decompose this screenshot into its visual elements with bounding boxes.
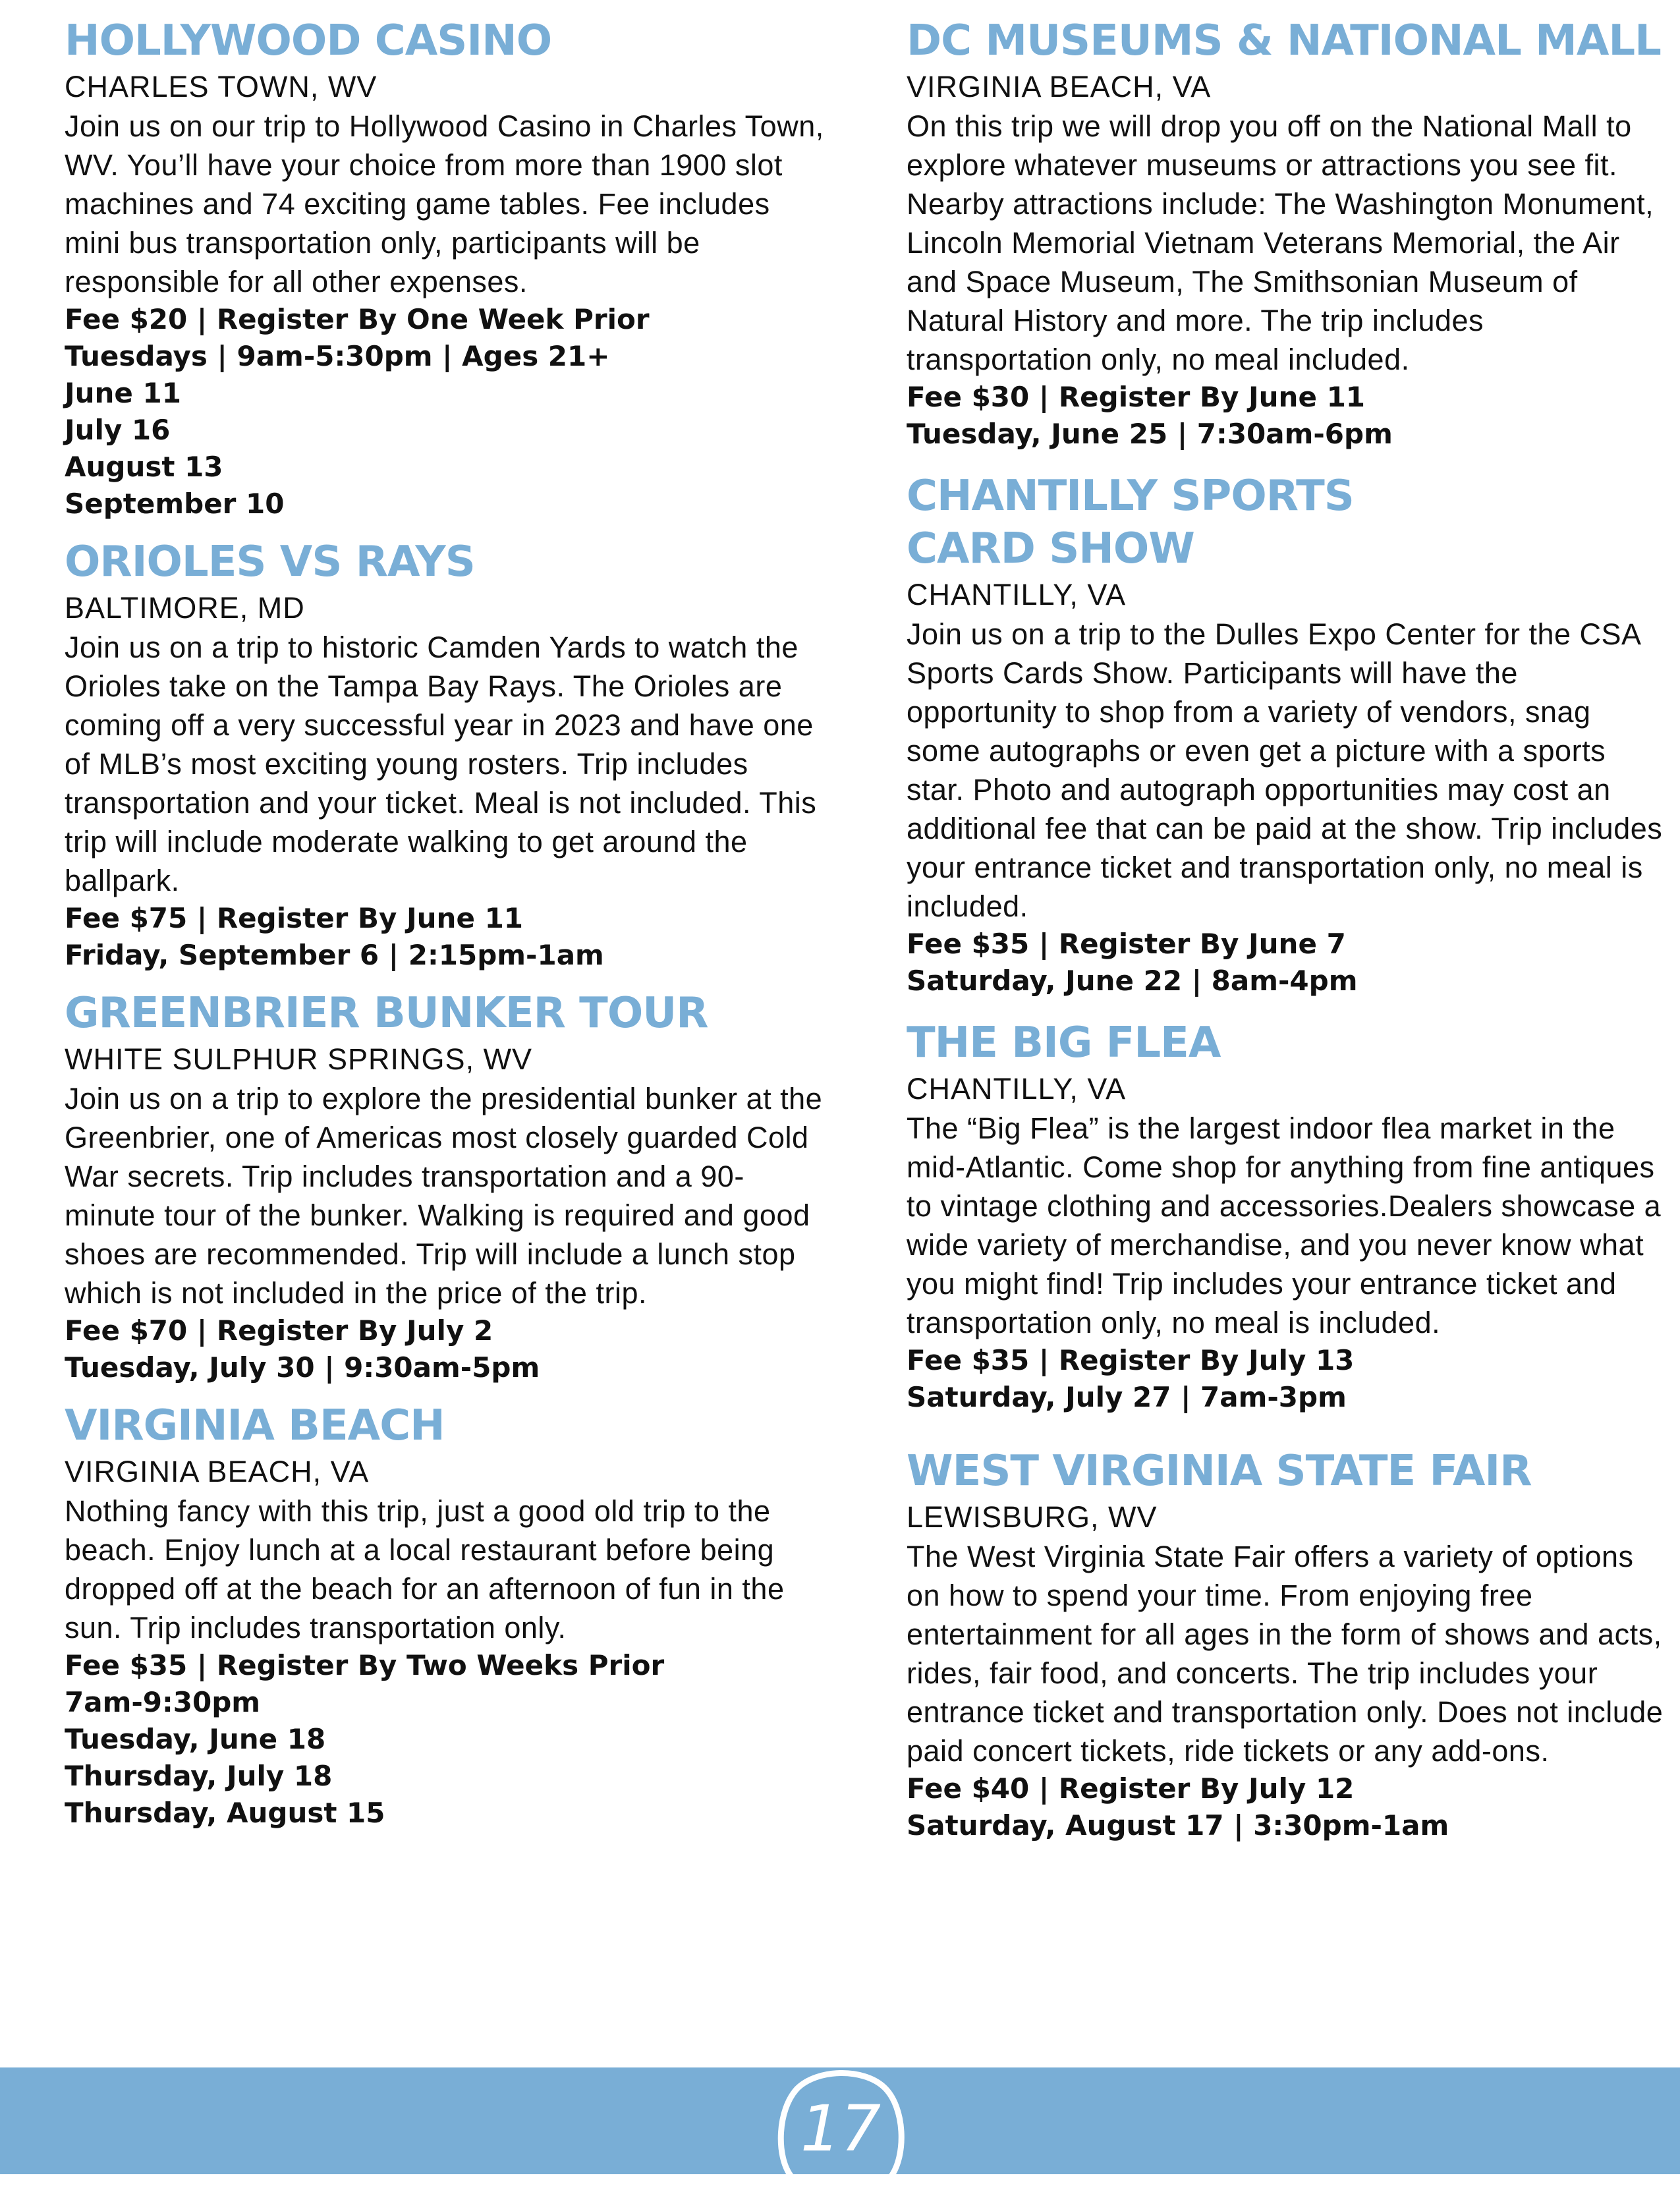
trip-fee-registration: Fee $75 | Register By June 11 [65, 902, 524, 934]
trip-schedule: Saturday, July 27 | 7am-3pm [907, 1381, 1347, 1413]
trip-fee-registration: Fee $35 | Register By Two Weeks Prior [65, 1649, 665, 1681]
right-column [907, 14, 1664, 1844]
trip-title: ORIOLES VS RAYS [65, 538, 475, 586]
trip-fee-registration: Fee $20 | Register By One Week Prior [65, 303, 650, 335]
trip-description: Join us on a trip to historic Camden Yards to watch the Orioles take on the Tampa Bay Rays. The Orioles are coming off a very successful year in 2023 and have one of MLB’s most exciting young rosters. Trip includes transportation and your ticket. Meal is not included. This trip will include moderate walking to get around the ballpark. [65, 631, 817, 897]
trip-date: Tuesday, June 18 [65, 1723, 326, 1755]
trip-location: CHARLES TOWN, WV [65, 70, 378, 103]
page-number-circle-icon [764, 2057, 917, 2189]
trip-greenbrier-bunker-tour [65, 987, 829, 1386]
trip-date: June 11 [65, 377, 181, 409]
trip-description: On this trip we will drop you off on the National Mall to explore whatever museums or attractions you see fit. Nearby attractions include: The Washington Monument, Lincoln Memorial Vietnam Veterans Memorial, the Air and Space Museum, The Smithsonian Museum of Natural History and more. The trip includes transportation only, no meal included. [907, 109, 1654, 376]
trip-description: Nothing fancy with this trip, just a good old trip to the beach. Enjoy lunch at a local restaurant before being dropped off at the beach for an afternoon of fun in the sun. Trip includes transportation only. [65, 1494, 785, 1644]
trip-schedule: Tuesday, June 25 | 7:30am-6pm [907, 418, 1393, 450]
trip-title: DC MUSEUMS & NATIONAL MALL [907, 16, 1661, 65]
trip-fee-registration: Fee $70 | Register By July 2 [65, 1314, 493, 1347]
trip-date: Thursday, August 15 [65, 1797, 385, 1829]
trip-fee-registration: Fee $35 | Register By July 13 [907, 1344, 1355, 1376]
trip-fee-registration: Fee $40 | Register By July 12 [907, 1772, 1355, 1805]
trip-location: BALTIMORE, MD [65, 591, 305, 625]
trip-description: The “Big Flea” is the largest indoor flea market in the mid-Atlantic. Come shop for anything from fine antiques to vintage clothing and accessories.Dealers showcase a wide variety of merchandise, and you never know what you might find! Trip includes your entrance ticket and transportation only, no meal is included. [907, 1111, 1662, 1339]
trip-location: CHANTILLY, VA [907, 578, 1127, 611]
trip-description: Join us on a trip to explore the presidential bunker at the Greenbrier, one of Americas most closely guarded Cold War secrets. Trip includes transportation and a 90-minute tour of the bunker. Walking is required and good shoes are recommended. Trip will include a lunch stop which is not included in the price of the trip. [65, 1082, 823, 1310]
trip-location: VIRGINIA BEACH, VA [907, 70, 1212, 103]
trip-location: LEWISBURG, WV [907, 1500, 1158, 1534]
trip-title: THE BIG FLEA [907, 1019, 1221, 1067]
trip-fee-registration: Fee $35 | Register By June 7 [907, 928, 1346, 960]
left-column [65, 14, 829, 1832]
trip-schedule: Tuesdays | 9am-5:30pm | Ages 21+ [65, 340, 610, 372]
page-number: 17 [800, 2092, 882, 2166]
trip-location: CHANTILLY, VA [907, 1072, 1127, 1106]
trip-title: VIRGINIA BEACH [65, 1401, 445, 1450]
trip-schedule: Saturday, August 17 | 3:30pm-1am [907, 1809, 1449, 1841]
trip-orioles-vs-rays [65, 536, 829, 974]
trip-description: Join us on our trip to Hollywood Casino in Charles Town, WV. You’ll have your choice from more than 1900 slot machines and 74 exciting game tables. Fee includes mini bus transportation only, participants will be responsible for all other expenses. [65, 109, 824, 298]
trip-date: Thursday, July 18 [65, 1760, 333, 1792]
trip-schedule: 7am-9:30pm [65, 1686, 261, 1718]
page-number-badge [764, 2057, 917, 2189]
trip-west-virginia-state-fair [907, 1445, 1664, 1844]
trip-title: HOLLYWOOD CASINO [65, 16, 552, 65]
trip-hollywood-casino [65, 14, 829, 522]
trip-date: August 13 [65, 451, 223, 483]
trip-location: WHITE SULPHUR SPRINGS, WV [65, 1042, 533, 1076]
trip-location: VIRGINIA BEACH, VA [65, 1455, 370, 1488]
trip-schedule: Tuesday, July 30 | 9:30am-5pm [65, 1351, 540, 1384]
trip-description: The West Virginia State Fair offers a variety of options on how to spend your time. From enjoying free entertainment for all ages in the form of shows and acts, rides, fair food, and concerts. The trip includes your entrance ticket and transportation only. Does not include paid concert tickets, ride tickets or any add-ons. [907, 1540, 1664, 1768]
trip-title: WEST VIRGINIA STATE FAIR [907, 1447, 1532, 1496]
trip-virginia-beach [65, 1399, 829, 1832]
trip-title: CHANTILLY SPORTS CARD SHOW [907, 472, 1354, 573]
trip-date: September 10 [65, 488, 285, 520]
trip-description: Join us on a trip to the Dulles Expo Center for the CSA Sports Cards Show. Participants will have the opportunity to shop from a variety of vendors, snag some autographs or even get a picture with a sports star. Photo and autograph opportunities may cost an additional fee that can be paid at the show. Trip includes your entrance ticket and transportation only, no meal is included. [907, 617, 1663, 923]
trip-chantilly-sports-card-show [907, 470, 1664, 999]
trip-fee-registration: Fee $30 | Register By June 11 [907, 381, 1366, 413]
trip-date: July 16 [65, 414, 171, 446]
trip-schedule: Saturday, June 22 | 8am-4pm [907, 965, 1358, 997]
trip-title: GREENBRIER BUNKER TOUR [65, 989, 708, 1038]
trip-dc-museums [907, 14, 1664, 453]
trip-the-big-flea [907, 1017, 1664, 1416]
trip-schedule: Friday, September 6 | 2:15pm-1am [65, 939, 604, 971]
